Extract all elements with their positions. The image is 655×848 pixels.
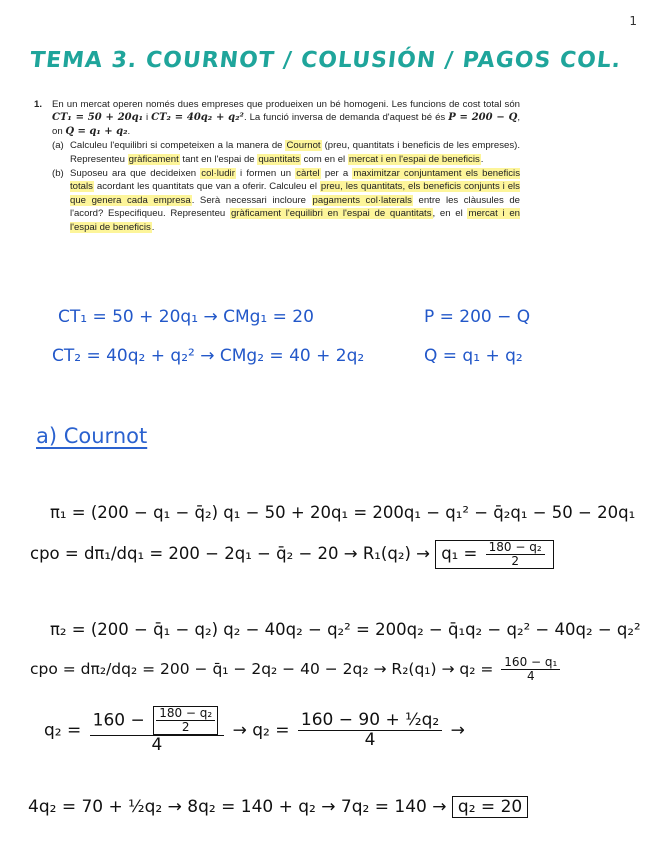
problem-intro: En un mercat operen només dues empreses que produeixen un bé homogeni. Les funcions de cost total són CT₁ = 50 + 20q₁ i CT₂ = 40q₂ + q₂². La funció inversa de demanda d'aquest bé és P = 200 − Q, on Q = q₁ + q₂. [52,99,520,137]
total-quantity: Q = q₁ + q₂ [424,346,523,366]
profit-firm-2: π₂ = (200 − q̄₁ − q₂) q₂ − 40q₂ − q₂² = 200q₂ − q̄₁q₂ − q₂² − 40q₂ − q₂² [50,620,641,639]
section-heading: a) Cournot [36,424,148,448]
problem-number: 1. [34,99,43,110]
final-solution: 4q₂ = 70 + ½q₂ → 8q₂ = 140 + q₂ → 7q₂ = 140 → q₂ = 20 [28,796,528,818]
part-b: (b) Suposeu ara que decideixen col·ludir i formen un càrtel per a maximitzar conjuntament els beneficis totals acordant les quantitats que van a oferir. Calculeu el preu, les quantitats, els beneficis conjunts i els que genera cada empresa. Serà necessari incloure pagaments col·laterals entre les clàusules de l'acord? Especifiqueu. Representeu gràficament l'equilibri en l'espai de quantitats, en el mercat i en l'espai de beneficis. [52,168,520,233]
reaction-function-1: q₁ = $\frac{\text{180 − q₂}}{2}$ [435,540,553,569]
foc-firm-1: cpo = dπ₁/dq₁ = 200 − 2q₁ − q̄₂ − 20 → R₁(q₂) → q₁ = $\frac{\text{180 − q₂}}{2}$ [30,540,554,569]
q2-result: q₂ = 20 [452,796,528,818]
foc-firm-2: cpo = dπ₂/dq₂ = 200 − q̄₁ − 2q₂ − 40 − 2q₂ → R₂(q₁) → q₂ = $\frac{\text{160 − q₁}}{4}$ [30,656,563,683]
substitution-step: q₂ = 160 − $\frac{\text{180 − q₂}}{2}$ 4 → q₂ = $\frac{\text{160 − 90 + ½q₂}}{4}$ → [44,706,465,756]
page-title: TEMA 3. COURNOT / COLUSIÓN / PAGOS COL. [28,48,623,73]
inverse-demand: P = 200 − Q [424,307,531,327]
part-a: (a) Calculeu l'equilibri si competeixen a la manera de Cournot (preu, quantitats i beneficis de les empreses). Representeu gràficament tant en l'espai de quantitats com en el mercat i en l'espai de beneficis. [52,140,520,165]
page-number: 1 [629,14,637,28]
cost-line-1: CT₁ = 50 + 20q₁ → CMg₁ = 20 [58,307,314,327]
reaction-function-2: $\frac{\text{160 − q₁}}{4}$ [501,656,560,683]
cost-line-2: CT₂ = 40q₂ + q₂² → CMg₂ = 40 + 2q₂ [52,346,365,366]
profit-firm-1: π₁ = (200 − q₁ − q̄₂) q₁ − 50 + 20q₁ = 200q₁ − q₁² − q̄₂q₁ − 50 − 20q₁ [50,503,636,522]
problem-statement [34,98,520,234]
